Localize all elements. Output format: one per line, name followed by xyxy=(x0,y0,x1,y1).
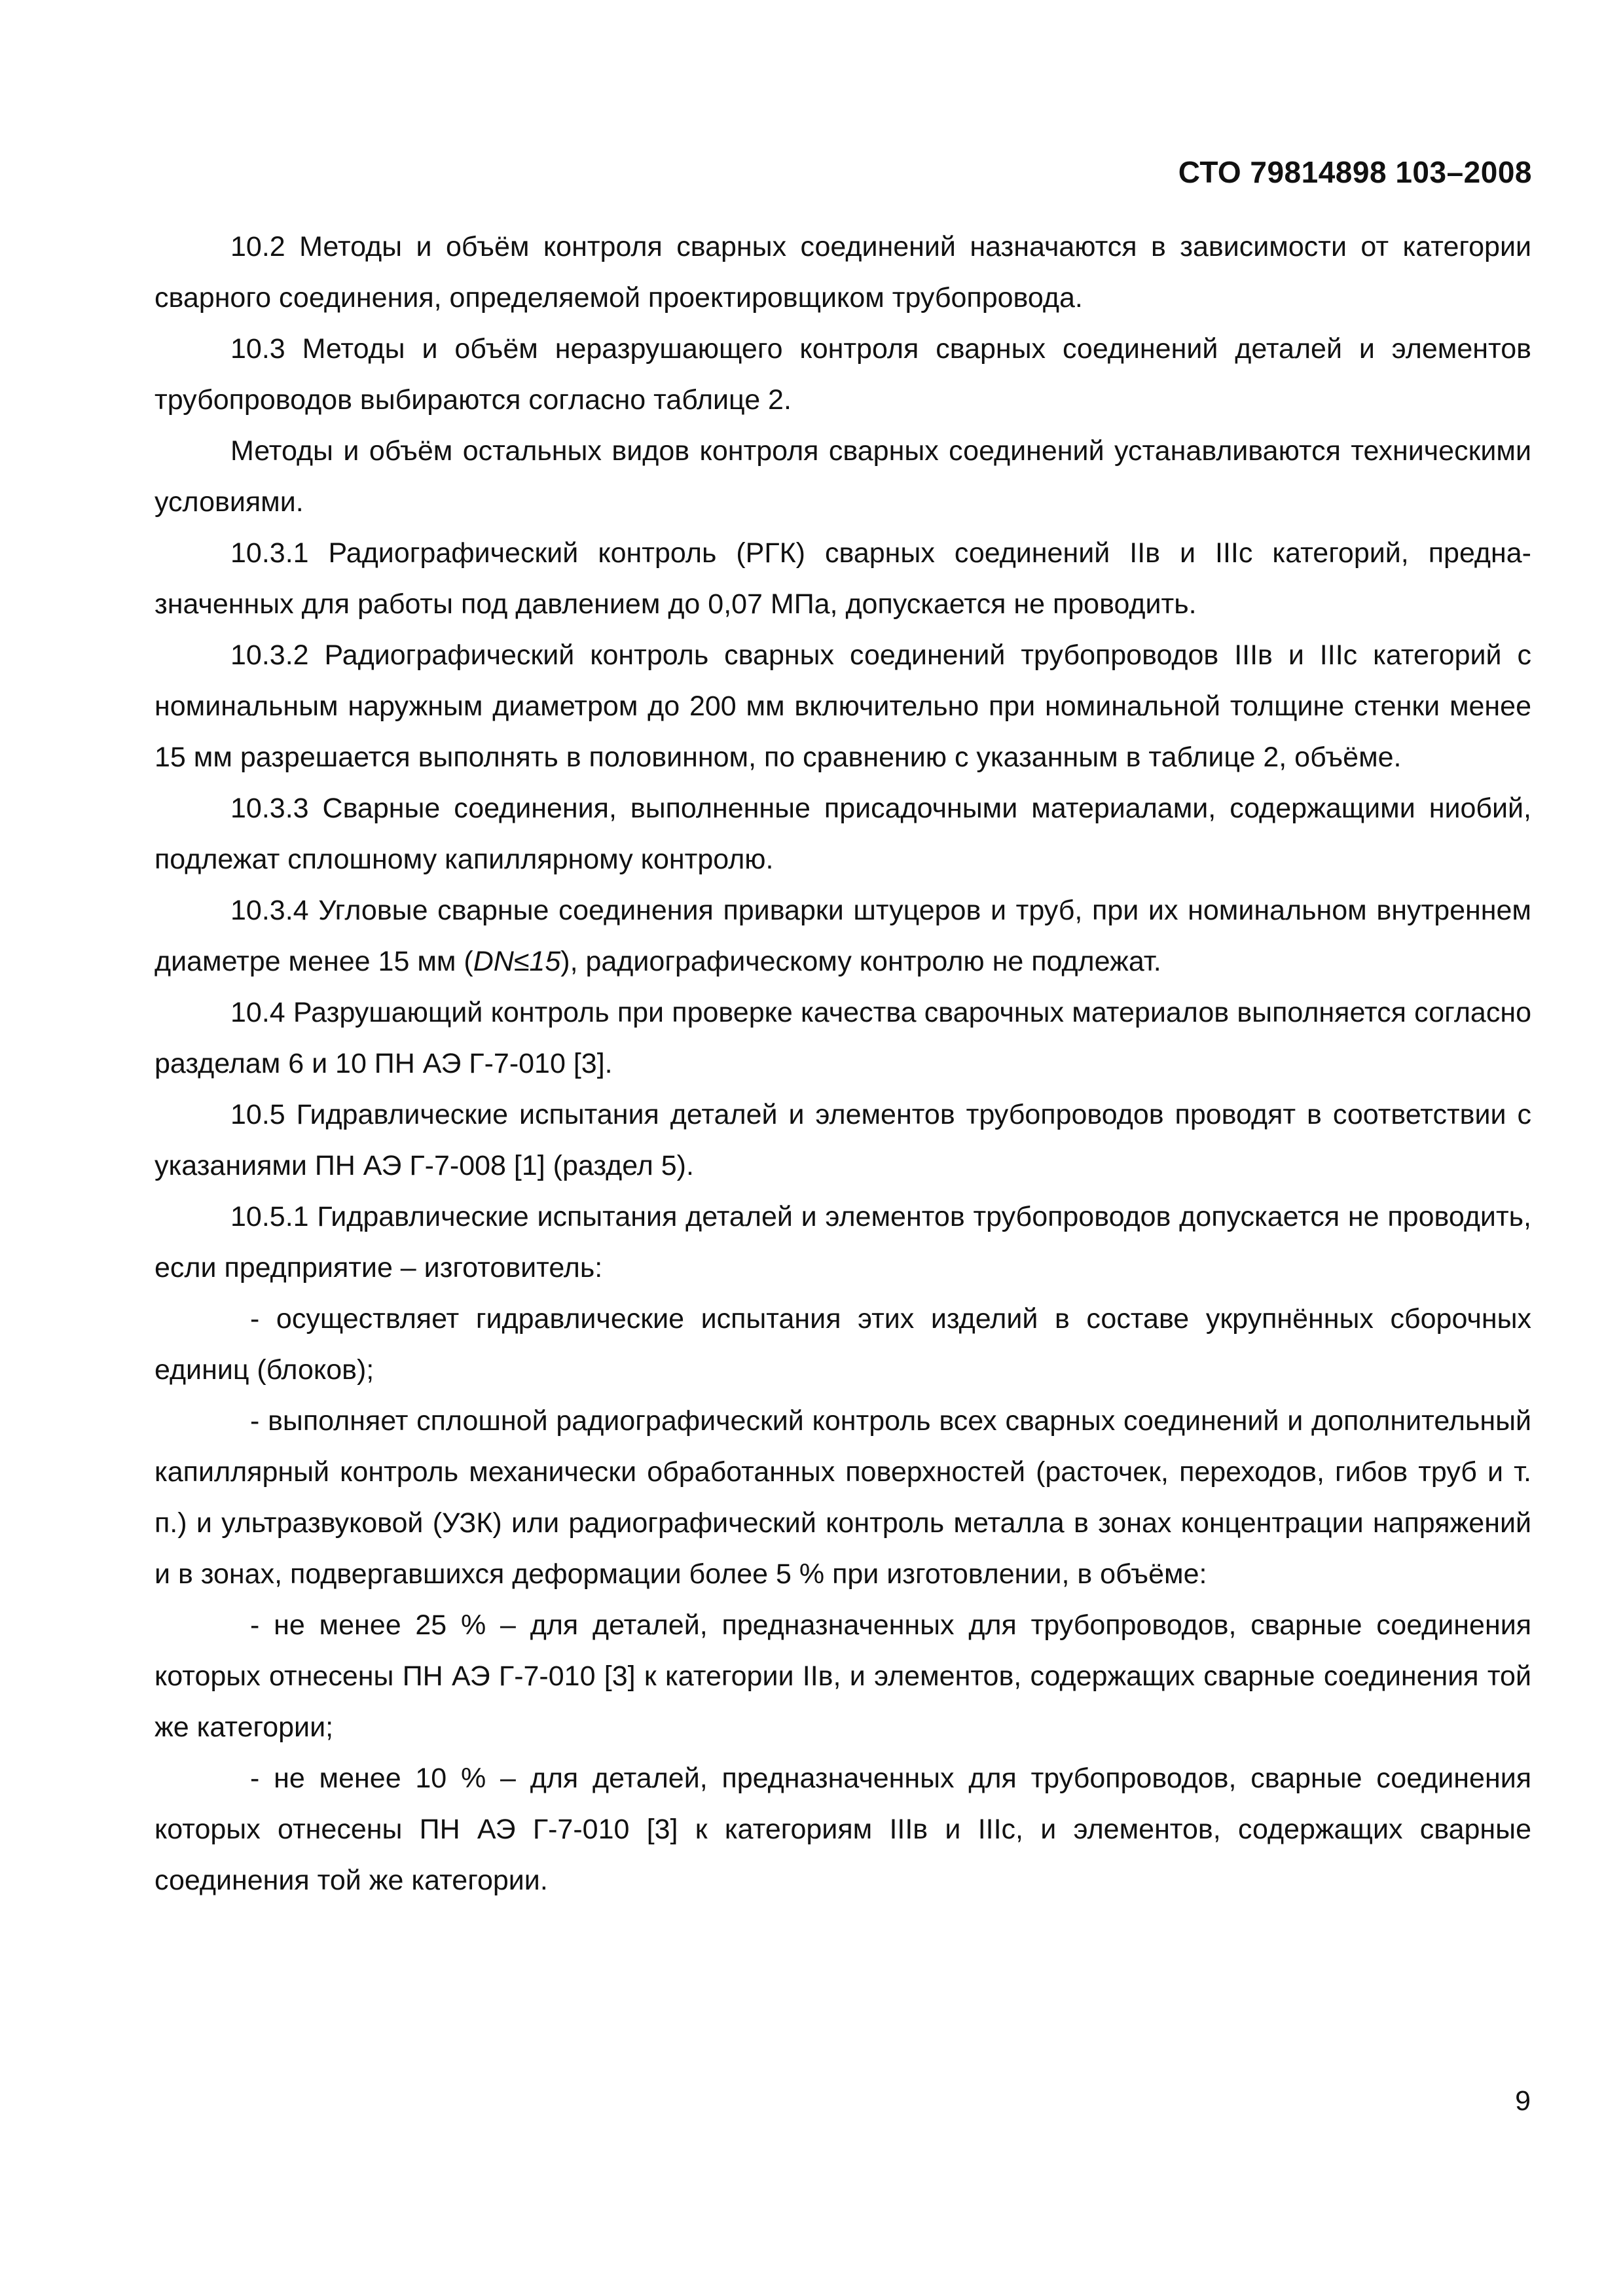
page-number: 9 xyxy=(1515,2085,1531,2117)
list-item-10-percent: - не менее 10 % – для деталей, предназначенных для трубопроводов, сварные соединения которых отнесены ПН АЭ Г-7-010 [3] к категориям IIIв и IIIс, и элементов, содержащих сварные соединения той же категории. xyxy=(155,1763,1531,1896)
paragraph-10-3: 10.3 Методы и объём неразрушающего контроля сварных соединений деталей и элементов трубопроводов выбираются согласно таблице 2. xyxy=(155,333,1531,416)
paragraph-10-3-4 xyxy=(155,885,1531,987)
paragraph-10-3-other-methods: Методы и объём остальных видов контроля сварных соединений устанавливаются техническими условиями. xyxy=(155,435,1531,518)
list-item-radiographic-control: - выполняет сплошной радиографический контроль всех сварных соединений и дополнительный капиллярный контроль механически обработанных поверхностей (расточек, переходов, гибов труб и т. п.) и ультразвуковой (УЗК) или радиографический контроль металла в зонах концентрации напряжений и в зонах, подвергавшихся деформации более 5 % при изготовлении, в объёме: xyxy=(155,1405,1531,1590)
paragraph-10-5-1: 10.5.1 Гидравлические испытания деталей и элементов трубопроводов допускается не проводить, если предприятие – изготовитель: xyxy=(155,1201,1531,1283)
list-item-hydraulic-tests: - осуществляет гидравлические испытания этих изделий в составе укрупнённых сборочных единиц (блоков); xyxy=(155,1303,1531,1386)
paragraph-10-3-2: 10.3.2 Радиографический контроль сварных соединений трубопроводов IIIв и IIIс категорий с номинальным наружным диаметром до 200 мм включительно при номинальной толщине стенки менее 15 мм разрешается выполнять в половинном, по сравнению с указанным в таблице 2, объёме. xyxy=(155,639,1531,773)
document-code-header: СТО 79814898 103–2008 xyxy=(1178,155,1532,189)
paragraph-10-4: 10.4 Разрушающий контроль при проверке качества сварочных материалов выполняется согласно разделам 6 и 10 ПН АЭ Г-7-010 [3]. xyxy=(155,997,1531,1079)
paragraph-10-3-4-end: ), радиографическому контролю не подлежат. xyxy=(560,946,1161,977)
paragraph-10-2: 10.2 Методы и объём контроля сварных соединений назначаются в зависимости от категории сварного соединения, определяемой проектировщиком трубопровода. xyxy=(155,231,1531,314)
list-item-25-percent: - не менее 25 % – для деталей, предназначенных для трубопроводов, сварные соединения которых отнесены ПН АЭ Г-7-010 [3] к категории IIв, и элементов, содержащих сварные соединения той же категории; xyxy=(155,1609,1531,1743)
paragraph-10-3-3: 10.3.3 Сварные соединения, выполненные присадочными материалами, содержащими ниобий, подлежат сплошному капиллярному контролю. xyxy=(155,793,1531,875)
paragraph-10-5: 10.5 Гидравлические испытания деталей и элементов трубопроводов проводят в соответствии с указаниями ПН АЭ Г-7-008 [1] (раздел 5). xyxy=(155,1099,1531,1181)
document-body xyxy=(155,221,1531,1906)
paragraph-10-3-4-start: 10.3.4 Угловые сварные соединения приварки штуцеров и труб, при их номинальном внутреннем диаметре менее 15 мм ( xyxy=(155,895,1531,977)
paragraph-10-3-1: 10.3.1 Радиографический контроль (РГК) сварных соединений IIв и IIIс категорий, предназначенных для работы под давлением до 0,07 МПа, допускается не проводить. xyxy=(155,537,1531,620)
dn-notation: DN≤15 xyxy=(473,946,561,977)
